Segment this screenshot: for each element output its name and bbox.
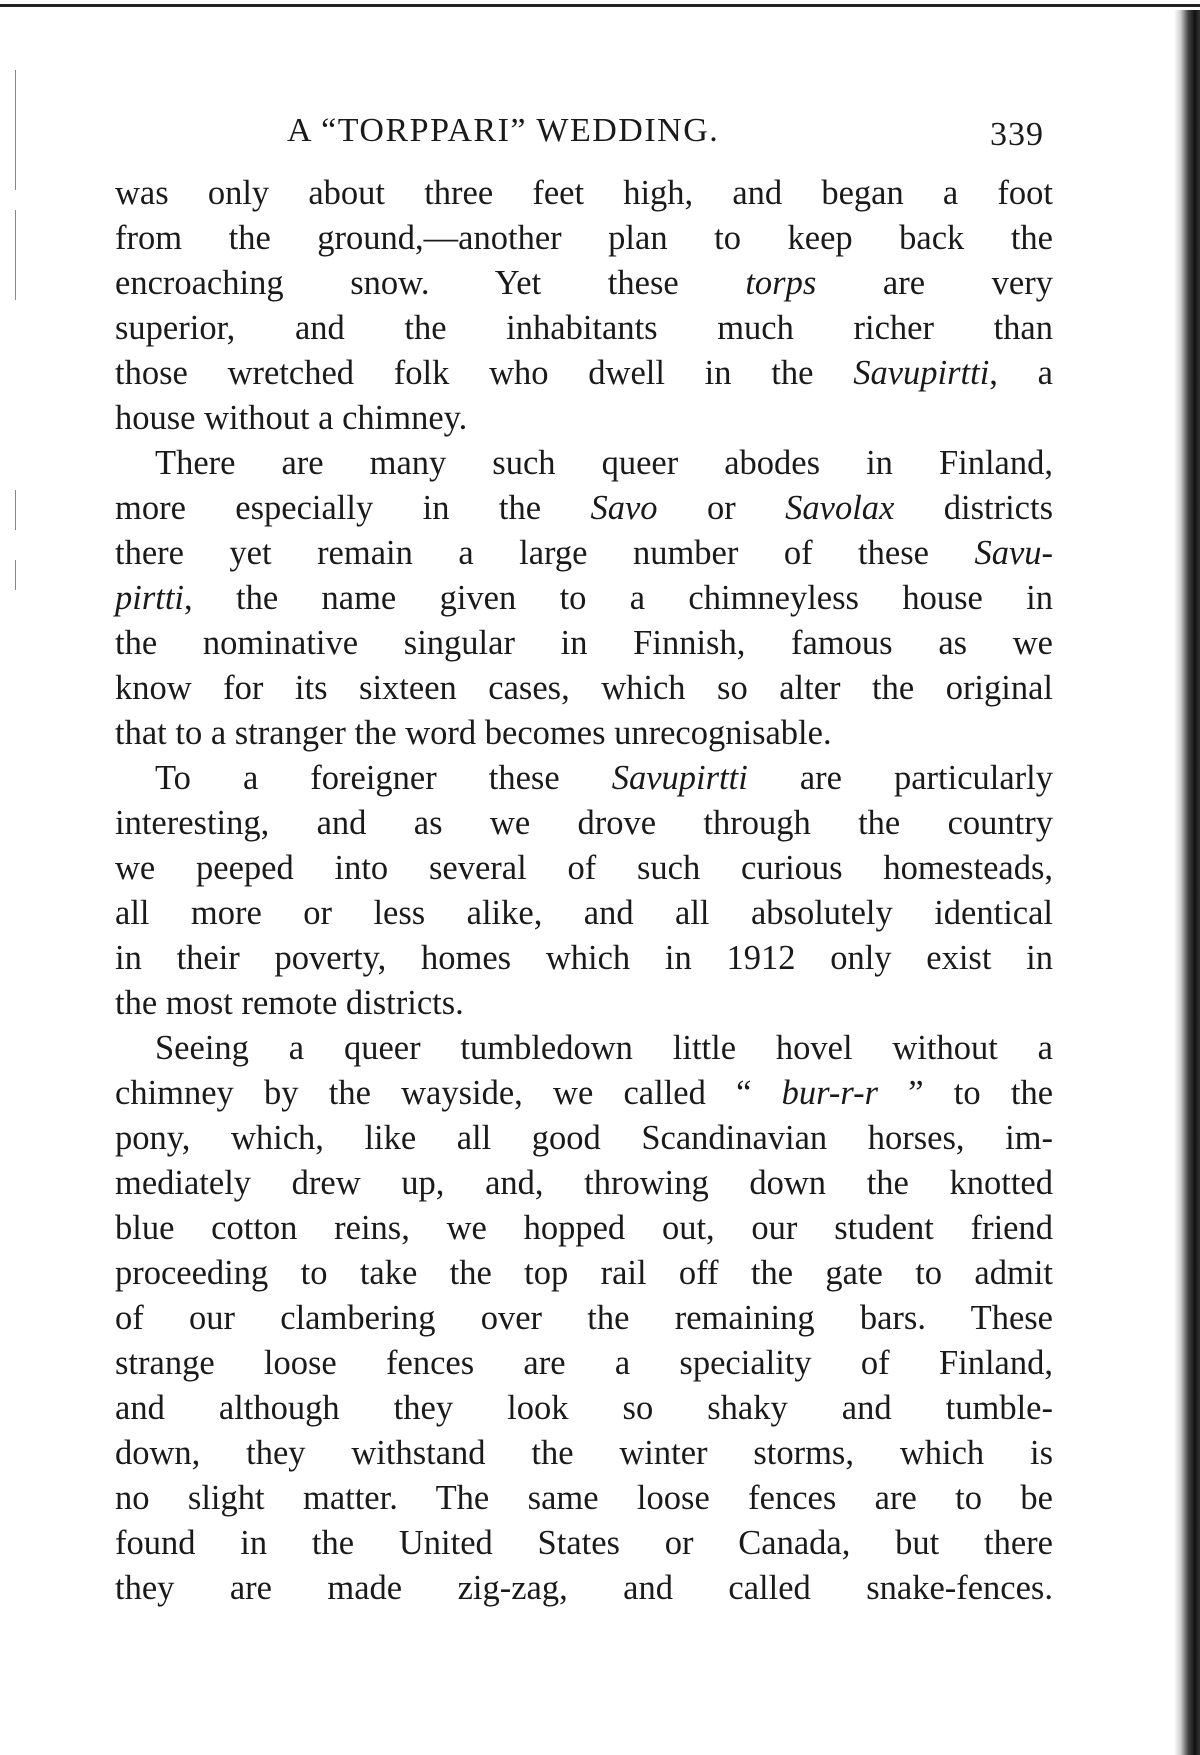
text-line: encroaching snow. Yet these torps are very [115,264,1053,302]
page-number: 339 [990,116,1044,153]
paragraph [115,756,1053,1026]
italic-term: bur-r-r [781,1074,879,1112]
text-line: in their poverty, homes which in 1912 only exist in [115,939,1053,977]
top-border-line [0,4,1200,7]
text-line: the nominative singular in Finnish, famous as we [115,624,1053,662]
text-line: those wretched folk who dwell in the Savupirtti, a [115,354,1053,392]
paragraph [115,1026,1053,1611]
text-line: pirtti, the name given to a chimneyless house in [115,579,1053,617]
text-line: Seeing a queer tumbledown little hovel without a [155,1029,1053,1067]
text-line: proceeding to take the top rail off the gate to admit [115,1254,1053,1292]
paragraph [115,441,1053,756]
text-line: more especially in the Savo or Savolax districts [115,489,1054,527]
text-line: we peeped into several of such curious homesteads, [115,849,1053,887]
text-line: the most remote districts. [115,984,464,1022]
text-line: and although they look so shaky and tumble- [115,1389,1053,1427]
text-line: know for its sixteen cases, which so alter the original [115,669,1053,707]
text-line: found in the United States or Canada, but there [115,1524,1053,1562]
paragraph [115,171,1053,441]
italic-term: torps [745,264,817,302]
text-line: mediately drew up, and, throwing down the knotted [115,1164,1053,1202]
text-line: To a foreigner these Savupirtti are particularly [155,759,1053,797]
text-line: superior, and the inhabitants much richer than [115,309,1053,347]
text-line: was only about three feet high, and began a foot [115,174,1053,212]
text-line: chimney by the wayside, we called “ bur-r-r ” to the [115,1074,1054,1112]
text-line: house without a chimney. [115,399,468,437]
italic-term: Savu- [974,534,1053,572]
text-line: from the ground,—another plan to keep back the [115,219,1053,257]
running-head [112,112,1052,164]
text-line: of our clambering over the remaining bars. These [115,1299,1053,1337]
italic-term: Savolax [785,489,895,527]
text-line: strange loose fences are a speciality of Finland, [115,1344,1053,1382]
italic-term: Savo [590,489,658,527]
italic-term: Savupirtti [611,759,748,797]
italic-term: Savupirtti [853,354,990,392]
body-text [115,171,1053,1611]
text-line: pony, which, like all good Scandinavian horses, im- [115,1119,1053,1157]
text-line: they are made zig-zag, and called snake-fences. [115,1569,1053,1607]
running-title: A “TORPPARI” WEDDING. [287,112,720,149]
left-margin-marks [15,70,19,670]
text-line: There are many such queer abodes in Finland, [155,444,1053,482]
book-spine-shadow [1174,10,1200,1755]
text-line: all more or less alike, and all absolutely identical [115,894,1053,932]
text-line: blue cotton reins, we hopped out, our student friend [115,1209,1053,1247]
text-line: interesting, and as we drove through the country [115,804,1053,842]
text-line: there yet remain a large number of these Savu- [115,534,1053,572]
italic-term: pirtti [115,579,185,617]
text-line: down, they withstand the winter storms, which is [115,1434,1053,1472]
text-line: no slight matter. The same loose fences are to be [115,1479,1053,1517]
text-line: that to a stranger the word becomes unrecognisable. [115,714,832,752]
